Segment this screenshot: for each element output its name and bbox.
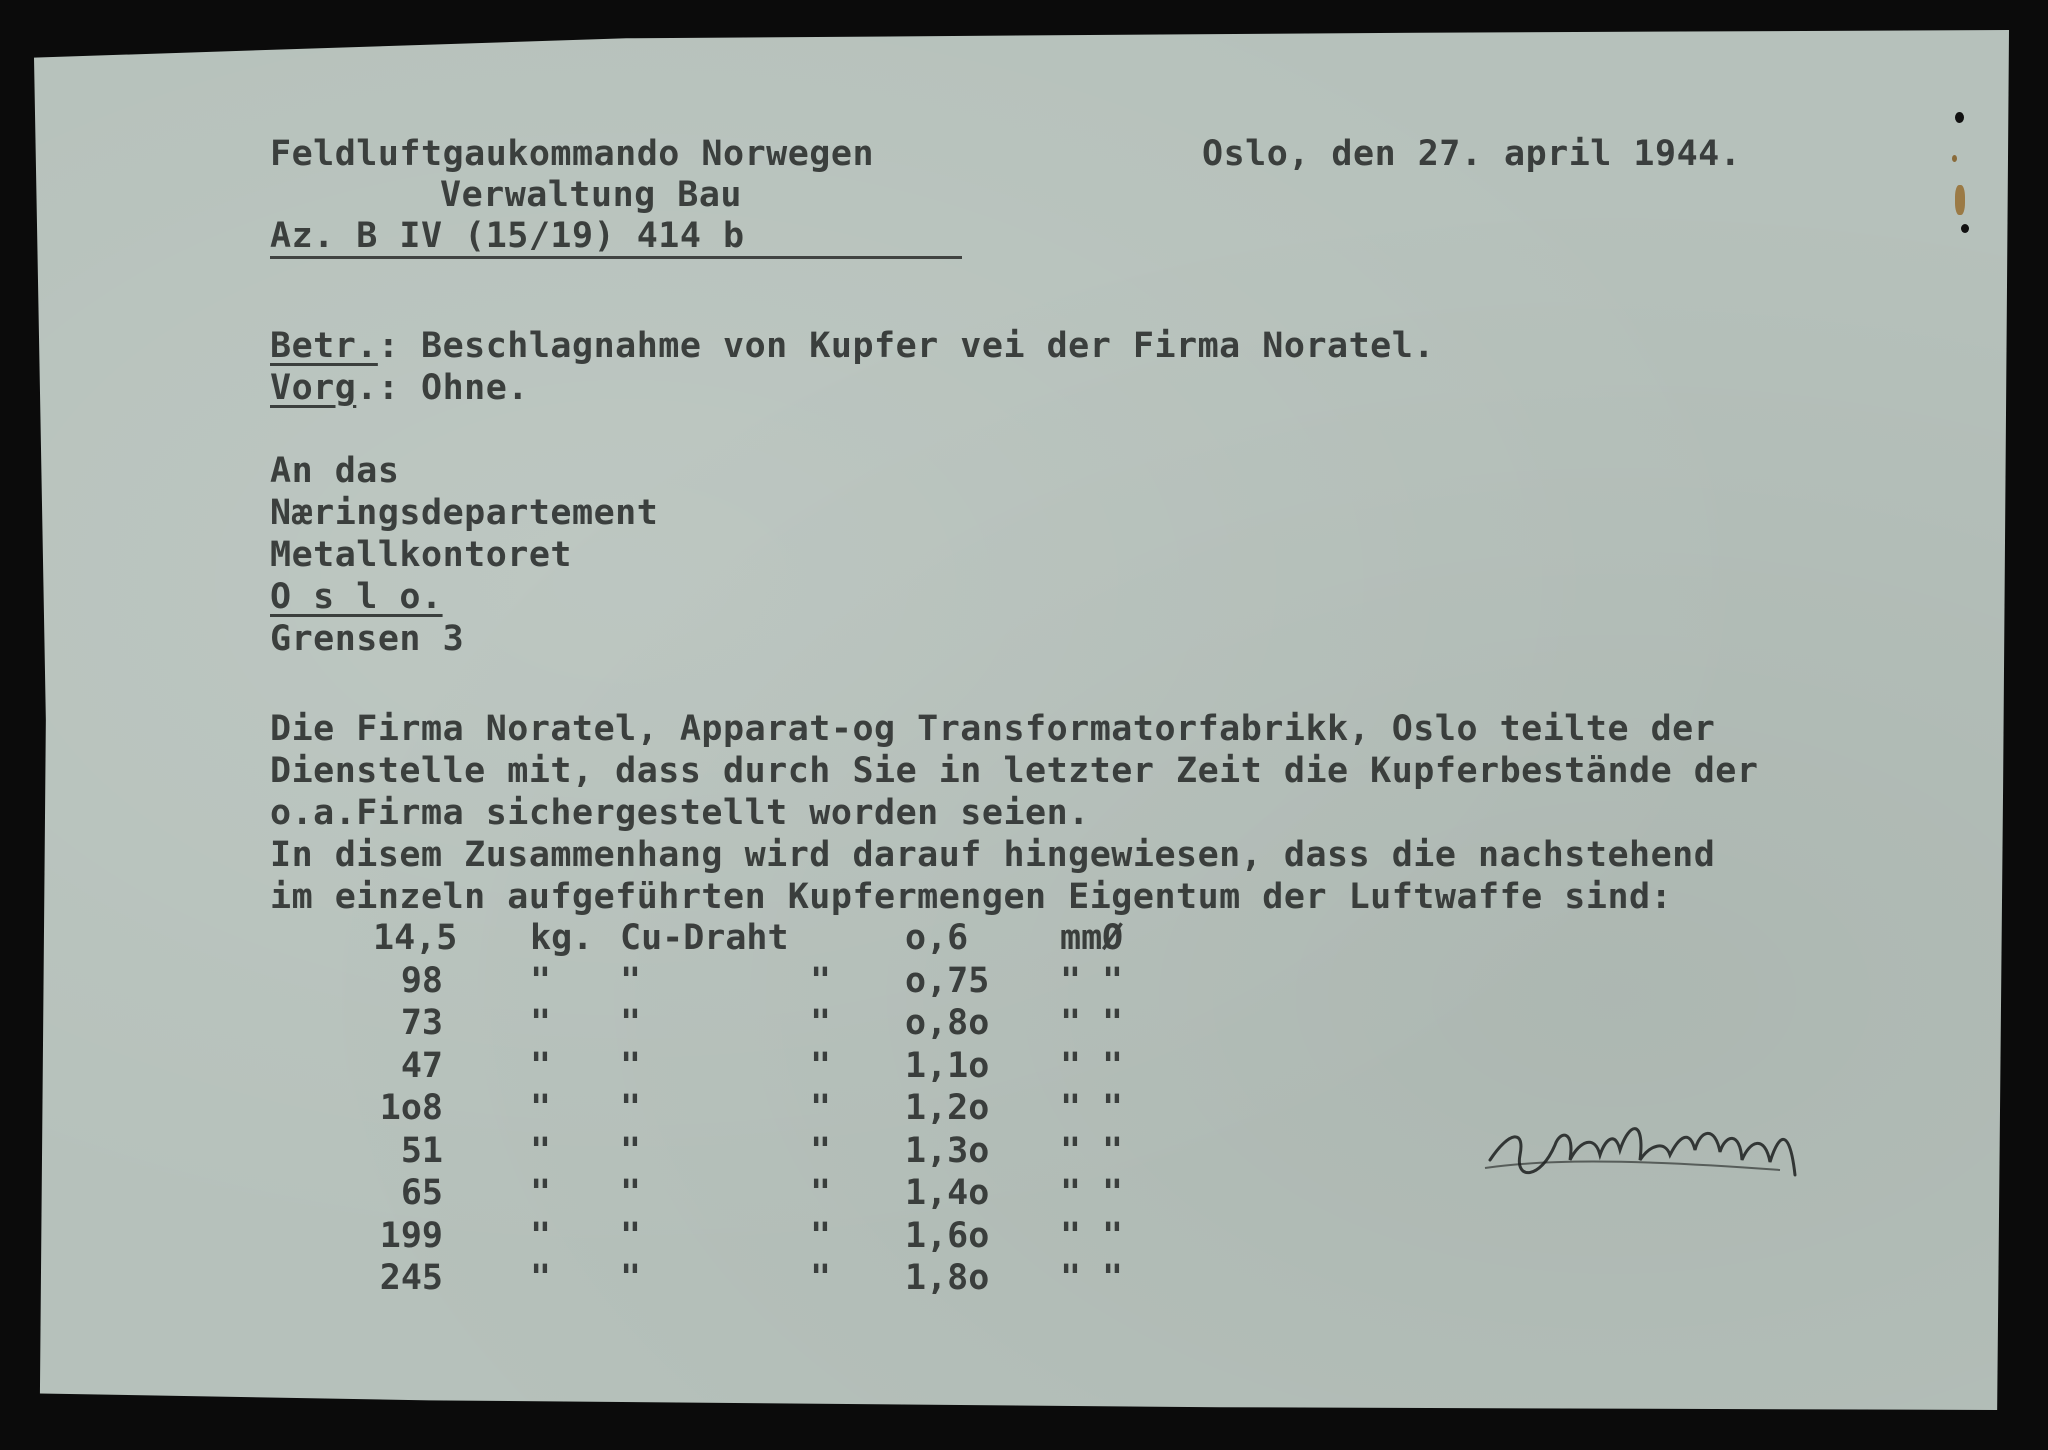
table-cell-ditto: " [810,1215,832,1256]
table-cell-item: " [620,1130,642,1171]
table-cell-qty: 1o8 [379,1088,443,1128]
table-cell-item: " [620,1045,642,1086]
table-cell-item: Cu-Draht [620,918,789,958]
table-cell-ditto: " [810,1173,832,1213]
table-cell-item: " [620,1215,642,1256]
table-cell-ditto: " [810,1045,832,1086]
table-cell-qty: 199 [379,1215,443,1256]
body-line-4: In disem Zusammenhang wird darauf hingewiesen, dass die nachstehend [270,835,1716,875]
table-cell-dia: " [1102,960,1124,1001]
table-cell-unit: " [530,1130,552,1171]
table-cell-qty: 51 [400,1130,443,1171]
recipient-line-2: Næringsdepartement [270,493,659,533]
table-cell-size: o,6 [905,918,969,958]
table-cell-size: 1,6o [905,1215,990,1256]
body-line-3: o.a.Firma sichergestellt worden seien. [270,793,1090,833]
table-cell-size: 1,3o [905,1130,990,1171]
body-line-1: Die Firma Noratel, Apparat-og Transformatorfabrikk, Oslo teilte der [270,709,1716,749]
table-cell-size: 1,1o [905,1045,990,1086]
table-cell-ditto: " [810,1088,832,1128]
table-cell-dia: " [1102,1088,1124,1128]
table-cell-unit: " [530,1258,552,1298]
recipient-street: Grensen 3 [270,619,465,659]
body-line-5: im einzeln aufgeführten Kupfermengen Eigentum der Luftwaffe sind: [270,877,1673,917]
recipient-city-text: O s l o. [270,577,443,617]
table-cell-dia: Ø [1102,918,1124,958]
table-cell-qty: 47 [400,1045,443,1086]
table-cell-unit: " [530,1173,552,1213]
table-cell-ditto: " [810,1130,832,1171]
punch-mark-bottom [1961,224,1969,233]
table-cell-mm: " [1060,1130,1082,1171]
table-cell-dia: " [1102,1173,1124,1213]
table-cell-size: 1,4o [905,1173,990,1213]
table-cell-qty: 73 [400,1003,443,1043]
table-cell-item: " [620,1003,642,1043]
table-cell-dia: " [1102,1003,1124,1043]
table-cell-mm: " [1060,960,1082,1001]
sender-line-1: Feldluftgaukommando Norwegen [270,134,875,174]
table-cell-unit: " [530,1003,552,1043]
table-cell-mm: " [1060,1173,1082,1213]
table-cell-unit: " [530,1088,552,1128]
betr-label: Betr. [270,326,378,366]
table-cell-item: " [620,1173,642,1213]
table-cell-qty: 65 [400,1173,443,1213]
table-cell-unit: " [530,1045,552,1086]
table-cell-dia: " [1102,1130,1124,1171]
table-cell-size: o,8o [905,1003,990,1043]
table-cell-unit: " [530,960,552,1001]
table-cell-unit: " [530,1215,552,1256]
table-cell-mm: " [1060,1215,1082,1256]
table-cell-size: 1,8o [905,1258,990,1298]
table-cell-ditto: " [810,1003,832,1043]
sender-line-2: Verwaltung Bau [440,175,743,215]
table-cell-size: 1,2o [905,1088,990,1128]
vorg-label: Vorg [270,368,357,408]
reference-number: Az. B IV (15/19) 414 b [270,216,745,256]
table-cell-dia: " [1102,1045,1124,1086]
recipient-line-1: An das [270,451,400,491]
table-cell-item: " [620,1088,642,1128]
table-cell-qty: 14,5 [373,918,458,958]
table-cell-mm: " [1060,1088,1082,1128]
table-cell-qty: 245 [379,1258,443,1298]
table-cell-qty: 98 [400,960,443,1001]
punch-mark-mid [1952,155,1957,162]
body-line-2: Dienstelle mit, dass durch Sie in letzter Zeit die Kupferbestände der [270,751,1759,791]
punch-mark-top [1955,112,1964,123]
betr-text: : Beschlagnahme von Kupfer vei der Firma Noratel. [377,326,1435,366]
table-cell-mm: mm [1060,918,1103,958]
letter-date: Oslo, den 27. april 1944. [1202,134,1742,174]
table-cell-dia: " [1102,1215,1124,1256]
recipient-line-3: Metallkontoret [270,535,573,575]
table-cell-item: " [620,960,642,1001]
signature [1480,1090,1810,1200]
table-cell-ditto: " [810,960,832,1001]
table-cell-unit: kg. [530,918,594,958]
punch-mark-stain [1955,185,1965,215]
table-cell-dia: " [1102,1258,1124,1298]
table-cell-mm: " [1060,1258,1082,1298]
table-cell-ditto: " [810,1258,832,1298]
table-cell-mm: " [1060,1045,1082,1086]
vorg-text: .: Ohne. [356,368,529,408]
table-cell-mm: " [1060,1003,1082,1043]
table-cell-item: " [620,1258,642,1298]
table-cell-size: o,75 [905,960,990,1001]
